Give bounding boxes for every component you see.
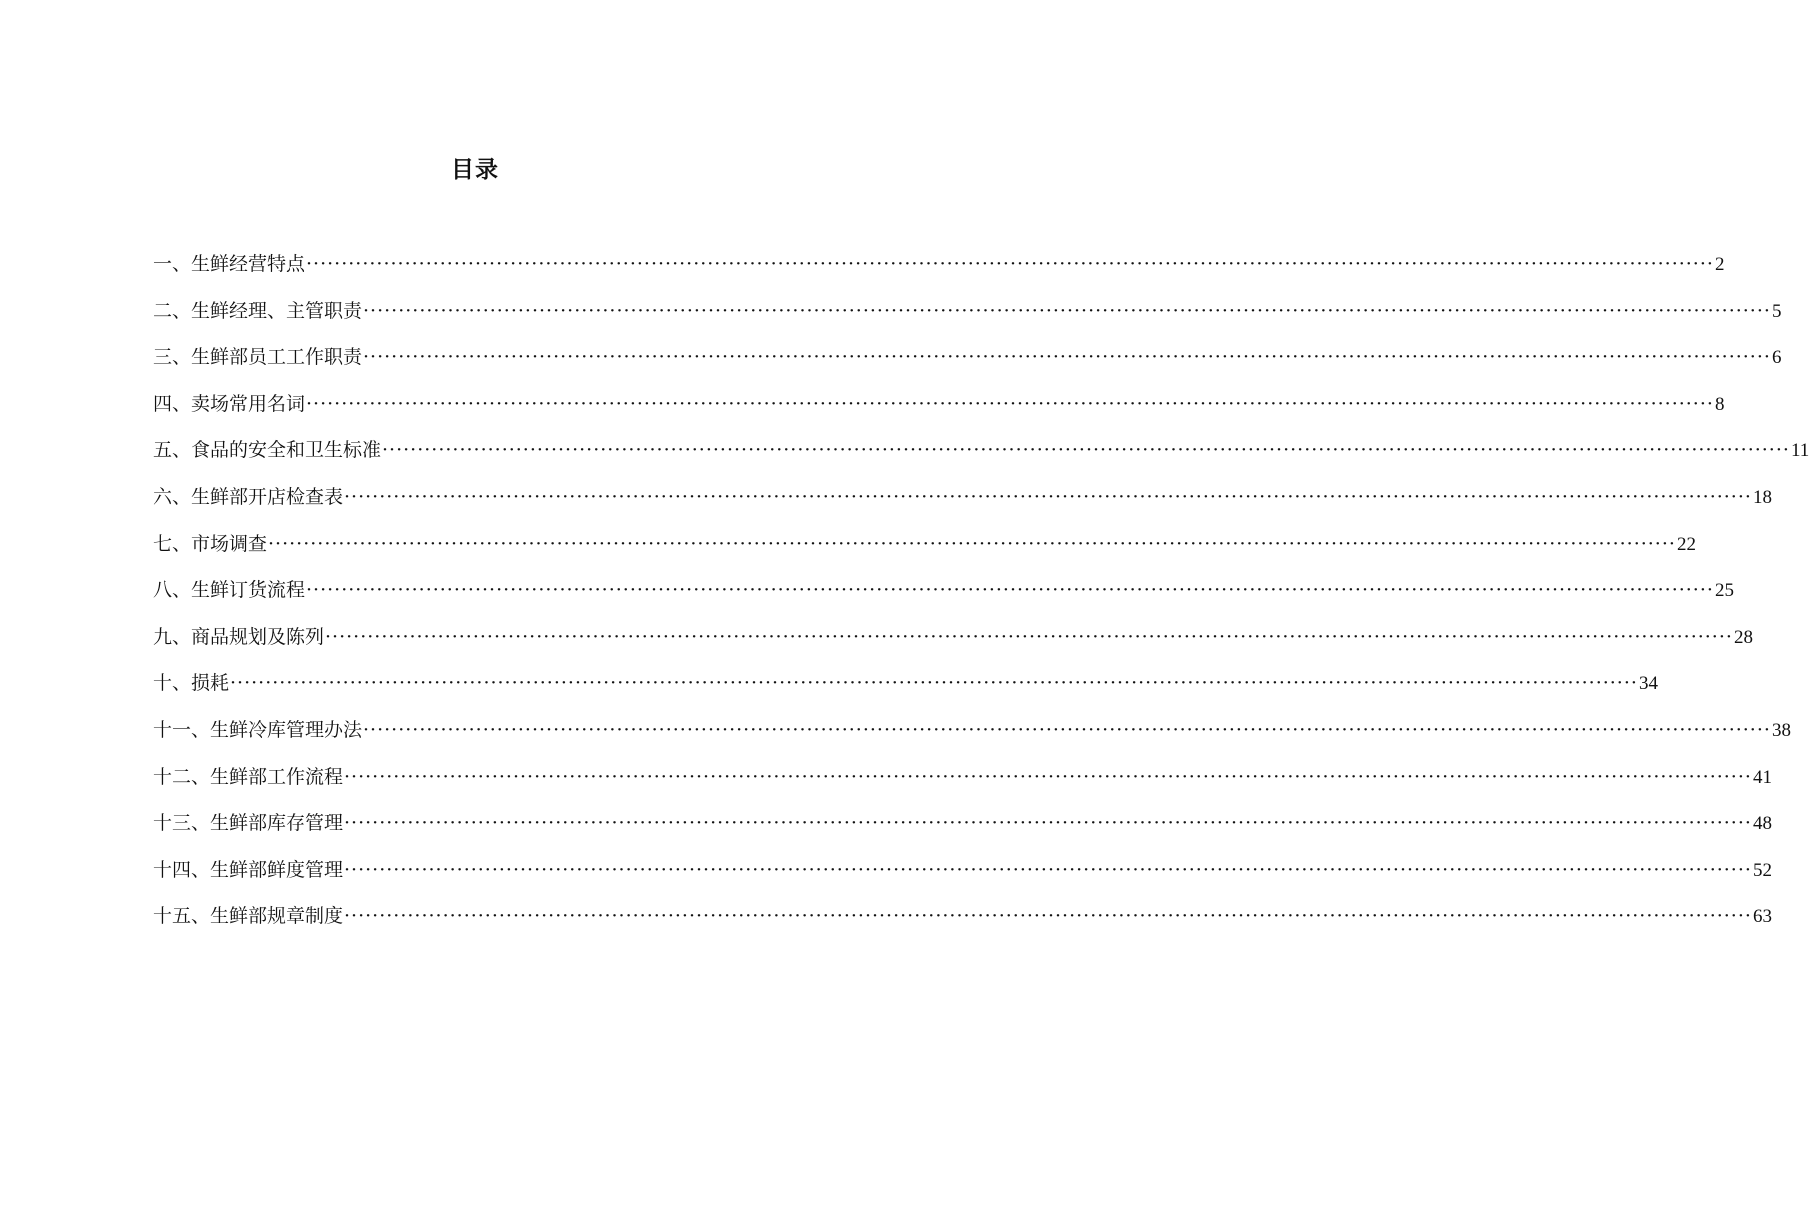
toc-dot-leader: ········································································································································································································ — [230, 672, 1638, 695]
toc-entry[interactable] — [153, 619, 1753, 666]
toc-dot-leader: ········································································································································································································ — [268, 532, 1676, 555]
toc-entry-label: 六、生鲜部开店检查表 — [153, 485, 344, 508]
toc-entry-label: 七、市场调查 — [153, 532, 268, 555]
toc-entry-page-number: 11 — [1790, 440, 1809, 462]
toc-dot-leader: ········································································································································································································ — [363, 346, 1771, 369]
toc-entry[interactable] — [153, 665, 1658, 712]
toc-entry-page-number: 48 — [1752, 813, 1772, 835]
toc-entry-page-number: 28 — [1733, 626, 1753, 648]
toc-entry-label: 五、食品的安全和卫生标准 — [153, 439, 382, 462]
toc-dot-leader: ········································································································································································································ — [306, 392, 1714, 415]
toc-entry-page-number: 5 — [1771, 300, 1782, 322]
table-of-contents — [153, 246, 1809, 945]
toc-entry-page-number: 8 — [1714, 393, 1725, 415]
toc-entry[interactable] — [153, 386, 1725, 433]
toc-entry[interactable] — [153, 432, 1809, 479]
toc-dot-leader: ········································································································································································································ — [344, 858, 1752, 881]
toc-entry-page-number: 22 — [1676, 533, 1696, 555]
toc-dot-leader: ········································································································································································································ — [306, 253, 1714, 275]
toc-dot-leader: ········································································································································································································ — [344, 905, 1752, 928]
toc-entry-label: 九、商品规划及陈列 — [153, 625, 325, 648]
toc-entry[interactable] — [153, 712, 1791, 759]
toc-entry[interactable] — [153, 479, 1772, 526]
toc-dot-leader: ········································································································································································································ — [344, 485, 1752, 508]
toc-entry-page-number: 63 — [1752, 906, 1772, 928]
toc-entry-page-number: 25 — [1714, 580, 1734, 602]
toc-entry-page-number: 38 — [1771, 719, 1791, 741]
toc-entry-label: 十、损耗 — [153, 672, 230, 695]
toc-dot-leader: ········································································································································································································ — [363, 718, 1771, 741]
toc-entry-label: 三、生鲜部员工工作职责 — [153, 346, 363, 369]
toc-entry-label: 十一、生鲜冷库管理办法 — [153, 718, 363, 741]
toc-dot-leader: ········································································································································································································ — [306, 579, 1714, 602]
toc-entry[interactable] — [153, 339, 1782, 386]
toc-entry-label: 十五、生鲜部规章制度 — [153, 905, 344, 928]
toc-entry[interactable] — [153, 805, 1772, 852]
toc-entry[interactable] — [153, 293, 1782, 340]
toc-entry[interactable] — [153, 759, 1772, 806]
toc-entry-label: 十三、生鲜部库存管理 — [153, 812, 344, 835]
toc-entry-page-number: 52 — [1752, 859, 1772, 881]
toc-entry[interactable] — [153, 572, 1734, 619]
toc-entry-label: 二、生鲜经理、主管职责 — [153, 299, 363, 322]
toc-entry-label: 八、生鲜订货流程 — [153, 579, 306, 602]
toc-entry[interactable] — [153, 898, 1772, 945]
toc-title: 目录 — [451, 157, 499, 183]
toc-entry-page-number: 2 — [1714, 254, 1725, 275]
toc-entry-page-number: 34 — [1638, 673, 1658, 695]
toc-entry-page-number: 18 — [1752, 486, 1772, 508]
toc-dot-leader: ········································································································································································································ — [382, 439, 1790, 462]
toc-entry-page-number: 41 — [1752, 766, 1772, 788]
toc-entry-label: 一、生鲜经营特点 — [153, 253, 306, 275]
toc-entry[interactable] — [153, 246, 1725, 293]
toc-dot-leader: ········································································································································································································ — [344, 765, 1752, 788]
toc-entry[interactable] — [153, 852, 1772, 899]
toc-entry-label: 十二、生鲜部工作流程 — [153, 765, 344, 788]
toc-dot-leader: ········································································································································································································ — [344, 812, 1752, 835]
toc-entry-page-number: 6 — [1771, 347, 1782, 369]
toc-entry-label: 十四、生鲜部鲜度管理 — [153, 858, 344, 881]
toc-dot-leader: ········································································································································································································ — [325, 625, 1733, 648]
toc-dot-leader: ········································································································································································································ — [363, 299, 1771, 322]
toc-entry[interactable] — [153, 526, 1696, 573]
toc-entry-label: 四、卖场常用名词 — [153, 392, 306, 415]
